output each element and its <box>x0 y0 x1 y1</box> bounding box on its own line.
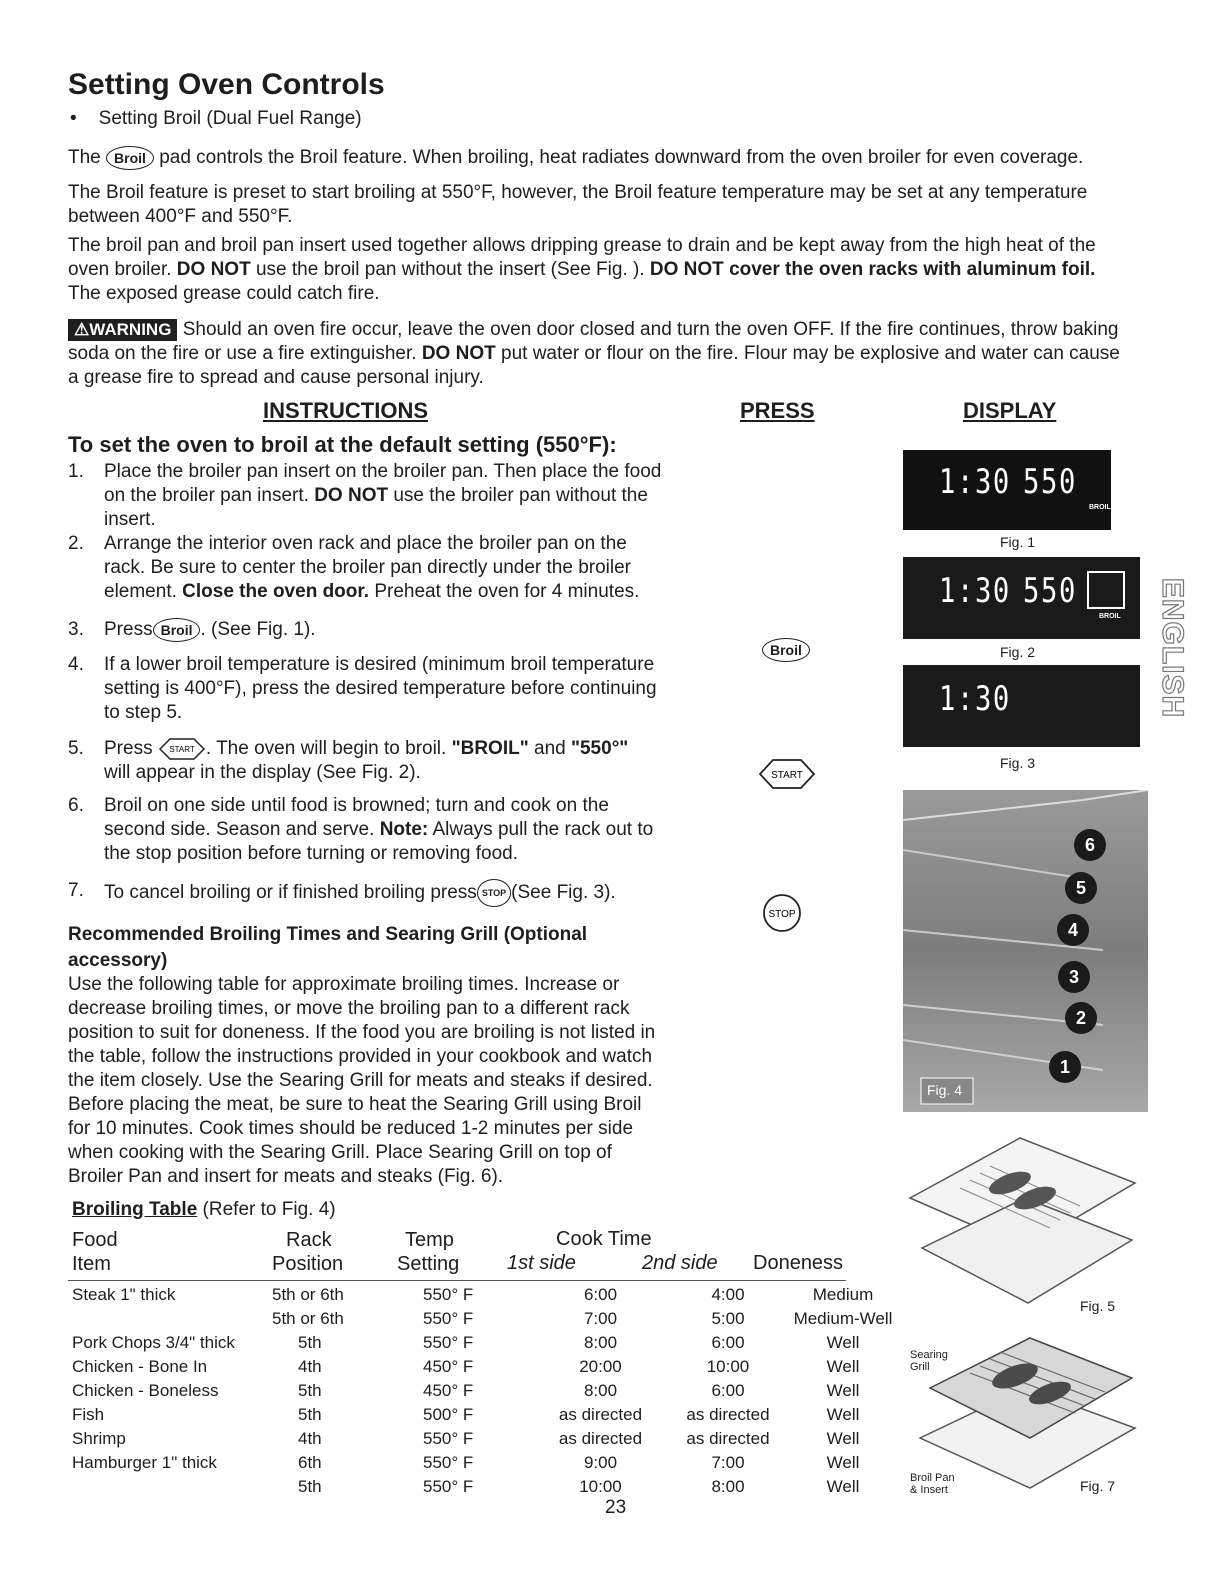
table-cell: 5th <box>298 1381 322 1400</box>
table-cell: Medium <box>812 1285 874 1304</box>
table-cell: as directed <box>558 1429 643 1448</box>
table-cell: Chicken - Boneless <box>72 1381 219 1400</box>
table-row <box>72 1453 898 1477</box>
broil-pan-drawing <box>900 1128 1145 1323</box>
recommended-title: Recommended Broiling Times and Searing Grill (Optional accessory) <box>68 924 588 971</box>
warning-paragraph: ⚠WARNING Should an oven fire occur, leave the oven door closed and turn the oven OFF. If the fire continues, throw baking soda on the fire or use a fire extinguisher. DO NOT put water or flour on the fire. Flour may be explosive and water can cause a grease fire to spread and cause personal injury. <box>68 319 1120 388</box>
fig5-caption: Fig. 5 <box>1080 1298 1116 1314</box>
table-row <box>72 1285 898 1309</box>
table-cell: 8:00 <box>711 1477 745 1496</box>
table-row <box>72 1357 898 1381</box>
table-cell: 10:00 <box>706 1357 750 1376</box>
table-cell: 550° F <box>423 1477 474 1496</box>
table-cell <box>72 1477 272 1501</box>
table-cell: 4th <box>298 1429 322 1448</box>
th-second-side: 2nd side <box>642 1252 718 1274</box>
table-cell: Medium-Well <box>793 1309 893 1328</box>
rack-position-badge: 4 <box>1057 914 1089 946</box>
table-cell: Well <box>826 1381 860 1400</box>
display-fig1: 1:30 550 BROIL <box>903 450 1111 530</box>
broil-pad-icon: Broil <box>106 146 154 170</box>
table-cell: as directed <box>686 1429 770 1448</box>
stop-pad-icon: STOP <box>477 879 511 907</box>
broiling-table <box>72 1285 898 1501</box>
th-rack: Rack Position <box>272 1229 344 1275</box>
table-cell: 5:00 <box>711 1309 745 1328</box>
rack-position-badge: 6 <box>1074 829 1106 861</box>
display-fig2: 1:30 550 BROIL <box>903 557 1140 639</box>
stop-button-icon <box>762 893 802 933</box>
table-cell: 550° F <box>423 1453 474 1472</box>
svg-text:START: START <box>169 745 195 754</box>
step-2: 2. Arrange the interior oven rack and place the broiler pan on the rack. Be sure to center the broiler pan directly under the broiler element. Close the oven door. Preheat the oven for 4 minutes. <box>68 533 640 602</box>
table-cell: 6:00 <box>711 1381 745 1400</box>
page-title: Setting Oven Controls <box>68 68 385 101</box>
intro-paragraph-3: The broil pan and broil pan insert used together allows dripping grease to drain and be kept away from the high heat of the oven broiler. DO NOT use the broil pan without the insert (See Fig. ). DO NOT cover the oven racks with aluminum foil. The exposed grease could catch fire. <box>68 235 1096 304</box>
display-fig3: 1:30 <box>903 665 1140 747</box>
th-temp: Temp Setting <box>397 1229 460 1275</box>
table-cell: 4:00 <box>711 1285 745 1304</box>
table-row <box>72 1381 898 1405</box>
table-cell: 5th or 6th <box>272 1309 344 1328</box>
table-cell: as directed <box>558 1405 643 1424</box>
warning-badge: ⚠WARNING <box>68 319 177 341</box>
broil-pad-icon: Broil <box>153 618 201 642</box>
svg-text:STOP: STOP <box>768 909 796 920</box>
step-3: 3. Press Broil . (See Fig. 1). <box>68 619 316 641</box>
table-cell: Well <box>826 1429 860 1448</box>
table-row <box>72 1309 898 1333</box>
table-cell: 6th <box>298 1453 322 1472</box>
table-cell: Pork Chops 3/4" thick <box>72 1333 235 1352</box>
broil-pan-label: Broil Pan & Insert <box>910 1472 955 1496</box>
table-row <box>72 1405 898 1429</box>
table-cell: 8:00 <box>583 1333 618 1352</box>
table-cell: 550° F <box>423 1309 474 1328</box>
table-cell: Well <box>826 1477 860 1496</box>
table-cell: 4th <box>298 1357 322 1376</box>
start-pad-icon <box>158 737 206 761</box>
fig1-caption: Fig. 1 <box>1000 534 1036 550</box>
th-doneness: Doneness <box>753 1252 844 1274</box>
table-cell: Hamburger 1" thick <box>72 1453 217 1472</box>
step-7: 7. To cancel broiling or if finished broiling press STOP (See Fig. 3). <box>68 879 748 907</box>
rack-position-badge: 3 <box>1058 961 1090 993</box>
fig4-caption: Fig. 4 <box>927 1082 963 1098</box>
recommended-text: Use the following table for approximate broiling times. Increase or decrease broiling times, or move the broiling pan to a different rack position to suit for doneness. If the food you are broiling is not listed in the table, follow the instructions provided in your cookbook and watch the item closely. Use the Searing Grill for meats and steaks if desired. Before placing the meat, be sure to heat the Searing Grill using Broil for 10 minutes. Cook times should be reduced 1-2 minutes per side when cooking with the Searing Grill. Place Searing Grill on top of Broiler Pan and insert for meats and steaks (Fig. 6). <box>68 974 656 1187</box>
table-cell: Well <box>826 1453 860 1472</box>
table-cell: Chicken - Bone In <box>72 1357 208 1376</box>
searing-grill-label: Searing Grill <box>910 1349 948 1373</box>
fig2-caption: Fig. 2 <box>1000 644 1036 660</box>
step-6: 6. Broil on one side until food is browned; turn and cook on the second side. Season and serve. Note: Always pull the rack out to the stop position before turning or removing food. <box>68 795 654 864</box>
fig7-caption: Fig. 7 <box>1080 1478 1116 1494</box>
start-button-icon <box>757 757 817 791</box>
table-cell: 10:00 <box>579 1477 622 1496</box>
table-row <box>72 1429 898 1453</box>
table-row <box>72 1477 898 1501</box>
table-cell: 6:00 <box>583 1285 618 1304</box>
table-cell: 550° F <box>423 1429 474 1448</box>
step-4: 4. If a lower broil temperature is desired (minimum broil temperature setting is 400°F), press the desired temperature before continuing to step 5. <box>68 654 657 723</box>
th-cook-time: Cook Time <box>556 1228 652 1250</box>
instructions-header: INSTRUCTIONS <box>263 398 428 423</box>
th-food: Food Item <box>72 1229 118 1275</box>
table-cell: Steak 1" thick <box>72 1285 176 1304</box>
table-cell: 20:00 <box>579 1357 622 1376</box>
table-cell: 6:00 <box>711 1333 745 1352</box>
language-side-tab: ENGLISH <box>1156 577 1189 719</box>
table-cell: 450° F <box>423 1357 474 1376</box>
table-cell: Well <box>826 1357 860 1376</box>
intro-paragraph-2: The Broil feature is preset to start broiling at 550°F, however, the Broil feature temperature may be set at any temperature between 400°F and 550°F. <box>68 182 1088 227</box>
rack-position-badge: 1 <box>1049 1051 1081 1083</box>
display-header: DISPLAY <box>963 398 1057 423</box>
table-cell: as directed <box>686 1405 770 1424</box>
table-cell: 9:00 <box>583 1453 618 1472</box>
table-cell: 7:00 <box>711 1453 745 1472</box>
fig3-caption: Fig. 3 <box>1000 755 1036 771</box>
table-divider <box>68 1280 846 1281</box>
rack-position-badge: 2 <box>1065 1002 1097 1034</box>
section-title: To set the oven to broil at the default setting (550°F): <box>68 432 617 457</box>
press-header: PRESS <box>740 398 815 423</box>
table-cell: 5th <box>298 1333 322 1352</box>
bullet-text: Setting Broil (Dual Fuel Range) <box>98 108 362 129</box>
oven-racks-photo <box>903 790 1148 1112</box>
table-cell: 550° F <box>423 1285 474 1304</box>
step-1: 1. Place the broiler pan insert on the broiler pan. Then place the food on the broiler pan insert. DO NOT use the broiler pan without the insert. <box>68 461 662 530</box>
table-cell: Shrimp <box>72 1429 126 1448</box>
table-cell: 5th or 6th <box>272 1285 344 1304</box>
table-cell: 450° F <box>423 1381 474 1400</box>
table-cell: Well <box>826 1333 860 1352</box>
broiling-table-title: Broiling Table (Refer to Fig. 4) <box>72 1199 336 1220</box>
table-cell <box>72 1309 272 1333</box>
table-cell: 5th <box>298 1477 322 1496</box>
broil-button-icon: Broil <box>762 638 810 662</box>
table-row <box>72 1333 898 1357</box>
table-cell: 550° F <box>423 1333 474 1352</box>
svg-text:START: START <box>771 770 803 781</box>
table-cell: 5th <box>298 1405 322 1424</box>
step-5: 5. Press START . The oven will begin to broil. "BROIL" and "550°" will appear in the display (See Fig. 2). <box>68 738 629 784</box>
rack-position-badge: 5 <box>1065 872 1097 904</box>
intro-paragraph-1: The Broil pad controls the Broil feature. When broiling, heat radiates downward from the oven broiler for even coverage. <box>68 147 1084 169</box>
table-cell: Well <box>826 1405 860 1424</box>
page-number: 23 <box>605 1497 627 1518</box>
bullet-item: • Setting Broil (Dual Fuel Range) <box>70 108 362 129</box>
lcd-box-icon <box>1087 571 1125 609</box>
table-cell: Fish <box>72 1405 105 1424</box>
table-cell: 500° F <box>423 1405 474 1424</box>
table-cell: 8:00 <box>583 1381 618 1400</box>
th-first-side: 1st side <box>507 1252 576 1274</box>
table-cell: 7:00 <box>583 1309 618 1328</box>
